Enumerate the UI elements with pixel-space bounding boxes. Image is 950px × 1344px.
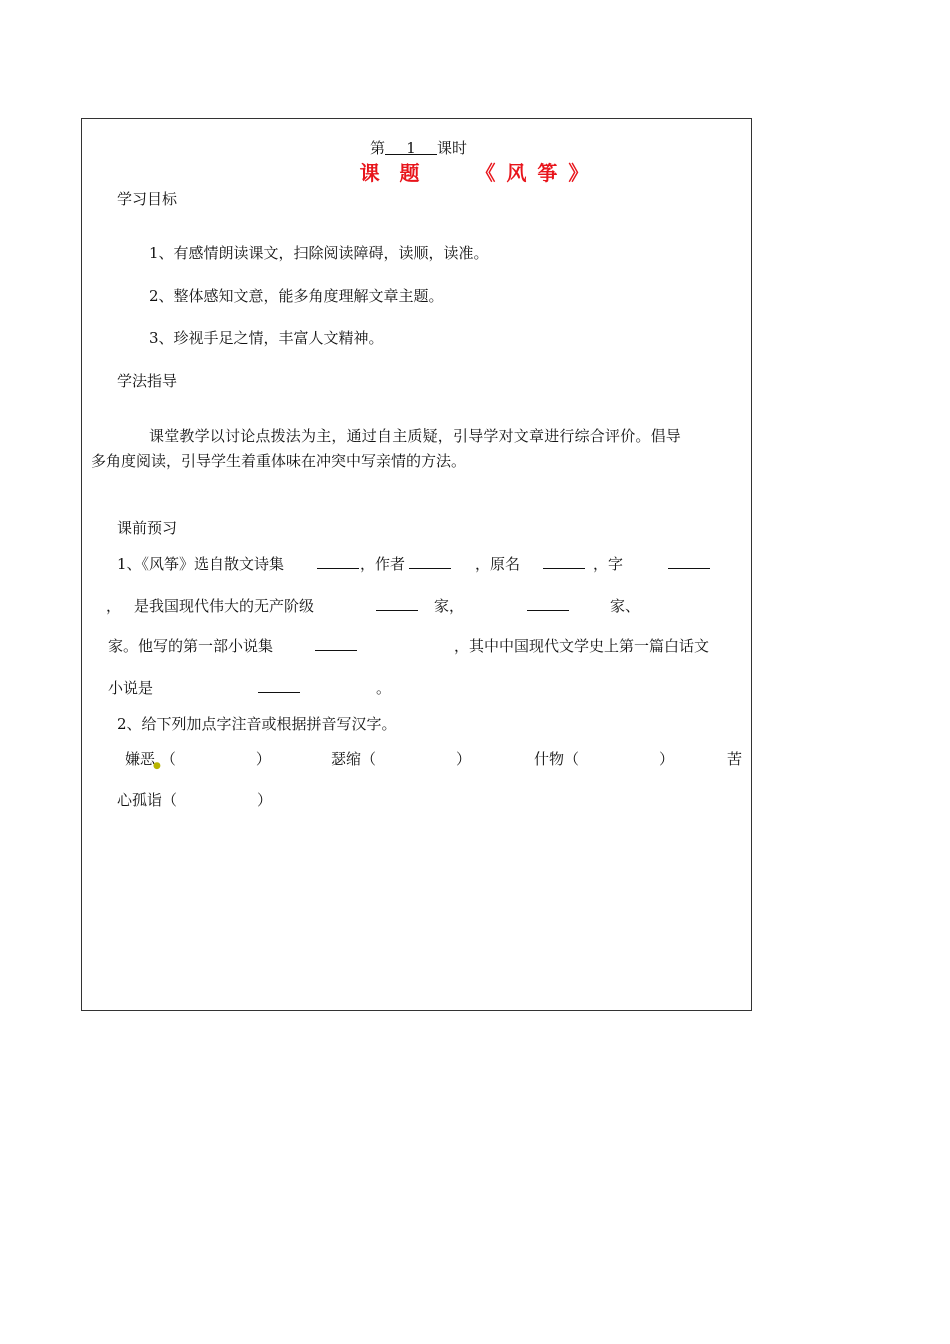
method-heading: 学法指导: [117, 372, 178, 390]
period-suffix: 课时: [437, 139, 468, 157]
q1-part-j: ，其中中国现代文学史上第一篇白话文: [454, 637, 710, 655]
word-text: 苦: [727, 750, 743, 768]
q1-part-e: ，: [106, 597, 122, 615]
goal-item: 2、整体感知文意，能多角度理解文章主题。: [149, 287, 444, 305]
lesson-title: [0, 160, 950, 186]
word-item: 嫌恶$_●$（ ）: [125, 750, 271, 771]
q1-part-k: 小说是: [108, 679, 154, 697]
q1-part-h: 家、: [610, 597, 641, 615]
q1-part-f: 是我国现代伟大的无产阶级: [134, 597, 315, 615]
q1-part-g: 家，: [434, 597, 465, 615]
word-item: 瑟缩（ ）: [331, 750, 472, 768]
word-item: 心孤诣（ ）: [117, 791, 273, 809]
blank-courtesy-name: [668, 554, 710, 569]
blank-collection: [317, 554, 359, 569]
word-text: 嫌恶: [125, 750, 156, 768]
blank-role-2: [527, 596, 569, 611]
emphasis-dot-icon: ●: [153, 761, 161, 771]
period-number: 1: [385, 138, 437, 155]
q2-instruction: 2、给下列加点字注音或根据拼音写汉字。: [117, 715, 397, 733]
q1-part-l: 。: [376, 679, 392, 697]
q1-part-i: 家。他写的第一部小说集: [108, 637, 274, 655]
blank-author: [409, 554, 451, 569]
period-prefix: 第: [370, 139, 386, 157]
title-text: 《 风 筝 》: [475, 161, 591, 185]
blank-role-1: [376, 596, 418, 611]
q1-part-c: ，原名: [475, 555, 521, 573]
q1-part-a: 1、《风筝》选自散文诗集: [117, 555, 285, 573]
goals-heading: 学习目标: [117, 190, 178, 208]
preview-heading: 课前预习: [117, 519, 178, 537]
word-text: 心孤诣: [117, 791, 163, 809]
period-line: [370, 138, 467, 158]
word-item: 什物（ ）: [534, 750, 675, 768]
blank-first-vernacular-novel: [258, 678, 300, 693]
q1-part-b: ，作者: [360, 555, 406, 573]
goal-item: 1、有感情朗读课文，扫除阅读障碍，读顺，读准。: [149, 244, 489, 262]
title-label: 课 题: [359, 161, 422, 185]
q1-part-d: ，字: [593, 555, 624, 573]
word-text: 瑟缩: [331, 750, 362, 768]
method-paragraph-line1: 课堂教学以讨论点拨法为主，通过自主质疑，引导学对文章进行综合评价。倡导: [149, 427, 682, 445]
word-text: 什物: [534, 750, 565, 768]
method-paragraph-line2: 多角度阅读，引导学生着重体味在冲突中写亲情的方法。: [91, 452, 467, 470]
blank-novel-collection: [315, 636, 357, 651]
goal-item: 3、珍视手足之情，丰富人文精神。: [149, 329, 384, 347]
blank-original-name: [543, 554, 585, 569]
